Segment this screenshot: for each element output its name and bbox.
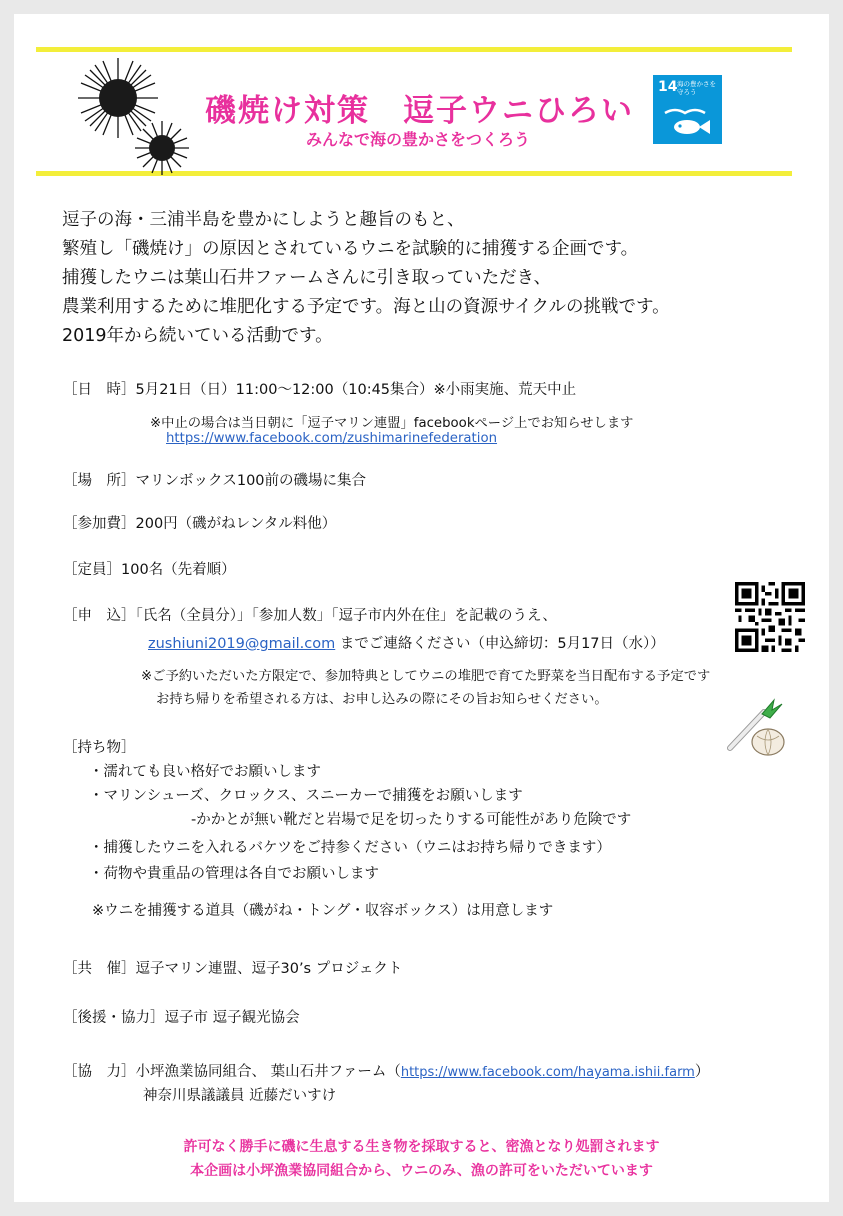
apply-note-1: ※ご予約いただいた方限定で、参加特典としてウニの堆肥で育てた野菜を当日配布する予定です xyxy=(141,669,711,684)
fee-value: 200円（磯がねレンタル料他） xyxy=(135,516,337,532)
place-row xyxy=(63,469,366,490)
belongings-label: ［持ち物］ xyxy=(63,740,136,756)
apply-label: ［申 込］ xyxy=(63,608,136,624)
intro-line: 捕獲したウニは葉山石井ファームさんに引き取っていただき、 xyxy=(62,268,551,288)
belongings-item: -かかとが無い靴だと岩場で足を切ったりする可能性があり危険です xyxy=(191,812,632,828)
host-row xyxy=(63,957,402,978)
page-title: 磯焼け対策 逗子ウニひろい xyxy=(205,93,634,129)
sdg-14-badge xyxy=(653,75,722,144)
host-label: ［共 催］ xyxy=(63,961,136,977)
fee-row xyxy=(63,512,336,533)
capacity-label: ［定員］ xyxy=(63,562,121,578)
intro-text xyxy=(62,206,670,351)
intro-line: 繁殖し「磯焼け」の原因とされているウニを試験的に捕獲する企画です。 xyxy=(62,239,639,259)
date-label: ［日 時］ xyxy=(63,382,136,398)
belongings-item: ・濡れても良い格好でお願いします xyxy=(89,764,321,780)
email-link[interactable]: zushiuni2019@gmail.com xyxy=(148,636,336,652)
cooperation-suffix: ） xyxy=(694,1064,710,1080)
sdg-number: 14 xyxy=(658,79,678,95)
facebook-link-farm[interactable]: https://www.facebook.com/hayama.ishii.farm xyxy=(400,1065,695,1080)
capacity-row xyxy=(63,558,236,579)
cooperation-value: 小坪漁業協同組合、 葉山石井ファーム（ xyxy=(135,1064,401,1080)
warning-line: 本企画は小坪漁業協同組合から、ウニのみ、漁の許可をいただいています xyxy=(190,1163,653,1179)
apply-deadline: までご連絡ください（申込締切：5月17日（水）） xyxy=(335,636,665,652)
support-label: ［後援・協力］ xyxy=(63,1010,165,1026)
cooperation-line2: 神奈川県議議員 近藤だいすけ xyxy=(143,1088,337,1104)
cooperation-label: ［協 力］ xyxy=(63,1064,136,1080)
sea-urchin-illustration xyxy=(70,50,195,175)
qr-code[interactable] xyxy=(735,582,805,652)
host-value: 逗子マリン連盟、逗子30’s プロジェクト xyxy=(135,961,403,977)
apply-email-row xyxy=(148,632,665,653)
place-label: ［場 所］ xyxy=(63,473,136,489)
vegetable-illustration xyxy=(722,698,790,758)
warning-line: 許可なく勝手に磯に生息する生き物を採取すると、密漁となり処罰されます xyxy=(183,1139,660,1155)
fish-icon xyxy=(663,105,713,137)
place-value: マリンボックス100前の磯場に集合 xyxy=(135,473,367,489)
cooperation-row xyxy=(63,1060,709,1081)
apply-row xyxy=(63,604,557,625)
intro-line: 逗子の海・三浦半島を豊かにしようと趣旨のもと、 xyxy=(62,210,465,230)
date-note: ※中止の場合は当日朝に「逗子マリン連盟」facebookページ上でお知らせします xyxy=(150,416,634,431)
support-value: 逗子市 逗子観光協会 xyxy=(164,1010,300,1026)
belongings-item: ・マリンシューズ、クロックス、スニーカーで捕獲をお願いします xyxy=(89,788,523,804)
sdg-text: 海の豊かさを守ろう xyxy=(677,80,716,96)
date-value: 5月21日（日）11:00～12:00（10:45集合）※小雨実施、荒天中止 xyxy=(135,382,577,398)
intro-line: 農業利用するために堆肥化する予定です。海と山の資源サイクルの挑戦です。 xyxy=(62,297,670,317)
capacity-value: 100名（先着順） xyxy=(121,562,236,578)
facebook-link-marine[interactable]: https://www.facebook.com/zushimarinefederation xyxy=(166,431,498,446)
apply-note-2: お持ち帰りを希望される方は、お申し込みの際にその旨お知らせください。 xyxy=(156,692,608,707)
date-row xyxy=(63,378,576,399)
fee-label: ［参加費］ xyxy=(63,516,136,532)
belongings-note: ※ウニを捕獲する道具（磯がね・トング・収容ボックス）は用意します xyxy=(92,903,554,919)
belongings-item: ・捕獲したウニを入れるバケツをご持参ください（ウニはお持ち帰りできます） xyxy=(89,840,611,856)
support-row xyxy=(63,1006,300,1027)
apply-value: 「氏名（全員分）」「参加人数」「逗子市内外在住」を記載のうえ、 xyxy=(135,608,557,624)
page-subtitle: みんなで海の豊かさをつくろう xyxy=(306,130,531,149)
belongings-item: ・荷物や貴重品の管理は各自でお願いします xyxy=(89,866,379,882)
intro-line: 2019年から続いている活動です。 xyxy=(62,326,333,346)
